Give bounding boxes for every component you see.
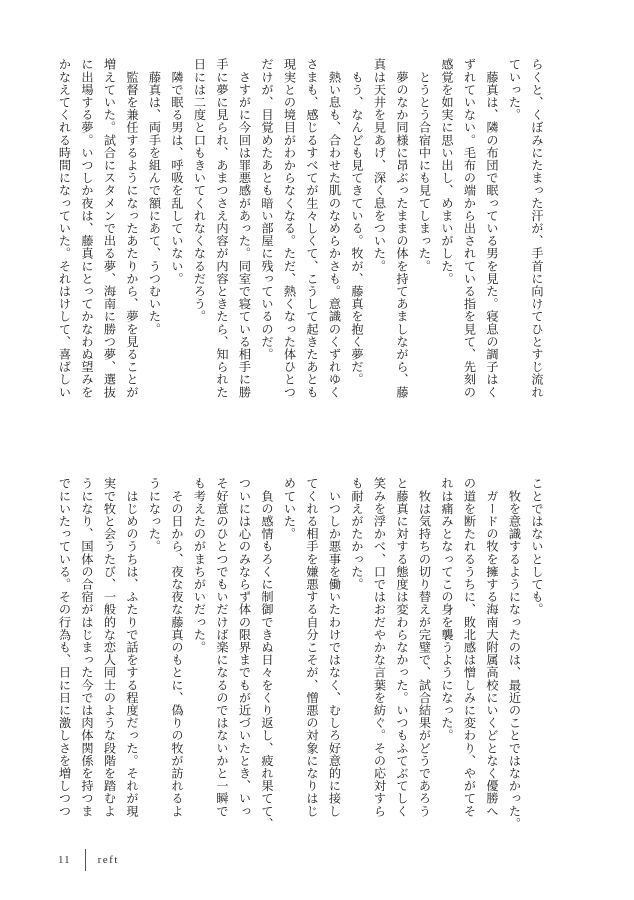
text-column: かなえてくれる時間になっていた。それはけして、喜ばしい: [57, 58, 72, 399]
text-column: れは痛みとなってこの身を襲うようになった。: [440, 477, 454, 742]
text-column: 現実との境目がわからなくなる。ただ、熱くなった体ひとつ: [282, 58, 297, 399]
text-column: そ好意のひとつでもいだけば楽になるのではないかと一瞬で: [215, 477, 229, 818]
text-column: と藤真に対する態度は変わらなかった。いつもふてぶてしく: [395, 477, 409, 818]
text-column: ていった。: [507, 58, 522, 121]
lower-text-block: [57, 477, 548, 835]
text-column: 隣で眠る男は、呼吸を乱していない。: [170, 58, 184, 285]
text-column: 負の感情もろくに制御できぬ日々をくり返し、疲れ果てて、: [260, 477, 274, 830]
text-column: に出場する夢。いつしか夜は、藤真にとってかなわぬ望みを: [80, 58, 94, 399]
text-column: も耐えがたかった。: [350, 477, 364, 591]
running-title: reft: [97, 854, 119, 866]
footer-divider: [85, 849, 86, 871]
text-column: 夢のなか同様に昂ぶったままの体を持てあましながら、藤: [395, 58, 409, 399]
text-column: 増えていた。試合にスタメンで出る夢、海南に勝つ夢、選抜: [102, 58, 117, 399]
text-column: も考えたのがまちがいだった。: [192, 477, 207, 654]
text-column: だけが、目覚めたあとも暗い部屋に残っているのだ。: [260, 58, 274, 361]
text-column: 真は天井を見あげ、深く息をついた。: [372, 58, 387, 273]
text-column: 監督を兼任するようになったあたりから、夢を見ることが: [125, 58, 139, 399]
text-column: 手に夢に見られ、あまつさえ内容が内容ときたら、知られた: [215, 58, 229, 399]
text-column: てくれる相手を嫌悪する自分こそが、憎悪の対象になりはじ: [305, 477, 319, 818]
text-column: うになり、国体の合宿がはじまった今では肉体関係を持つま: [80, 477, 94, 818]
text-column: 藤真は、両手を組んで額にあて、うつむいた。: [147, 58, 162, 336]
text-column: らくと、くぼみにたまった汗が、手首に向けてひとすじ流れ: [530, 58, 544, 399]
text-column: うになった。: [147, 477, 162, 553]
text-column: 実で牧と会うたび、一般的な恋人同士のような段階を踏むよ: [102, 477, 117, 818]
text-column: めていた。: [282, 477, 297, 540]
text-column: ことではないとしても。: [530, 477, 544, 616]
upper-text-block: [57, 58, 548, 416]
text-column: 牧は気持ちの切り替えが完璧で、試合結果がどうであろう: [417, 477, 432, 818]
page-footer: [58, 849, 119, 871]
page-number: 11: [58, 854, 71, 866]
text-column: の道を断たれるうちに、敗北感は憎しみに変わり、やがてそ: [462, 477, 477, 818]
text-column: さすがに今回は罪悪感があった。同室で寝ている相手に勝: [237, 58, 252, 399]
text-column: ついには心のみならず体の限界までもが近づいたとき、いっ: [237, 477, 252, 818]
text-column: 藤真は、隣の布団で眠っている男を見た。寝息の調子はく: [485, 58, 499, 399]
text-column: その日から、夜な夜な藤真のもとに、偽りの牧が訪れるよ: [170, 477, 184, 818]
text-column: いつしか悪事を働いたわけではなく、むしろ好意的に接し: [327, 477, 342, 818]
text-column: 日には二度と口もきいてくれなくなるだろう。: [192, 58, 207, 323]
text-column: ずれていない。毛布の端から出されている指を見て、先刻の: [462, 58, 477, 399]
text-column: 熱い息も、合わせた肌のなめらかさも。意識のくずれゆく: [327, 58, 342, 399]
text-column: はじめのうちは、ふたりで話をする程度だった。それが現: [125, 477, 139, 818]
text-column: でにいたっている。その行為も、日に日に激しさを増しつつ: [57, 477, 72, 818]
text-column: もう、なんども見てきている。牧が、藤真を抱く夢だ。: [350, 58, 364, 386]
text-column: 牧を意識するようになったのは、最近のことではなかった。: [507, 477, 522, 830]
text-column: 感覚を如実に思い出し、めまいがした。: [440, 58, 454, 285]
text-column: 笑みを浮かべ、口ではおだやかな言葉を紡ぐ。その応対すら: [372, 477, 387, 818]
text-column: ガードの牧を擁する海南大附属高校にいくどとなく優勝へ: [485, 477, 499, 818]
text-column: とうとう合宿中にも見てしまった。: [417, 58, 432, 273]
text-column: さまも、感じるすべてが生々しくて、こうして起きたあとも: [305, 58, 319, 399]
